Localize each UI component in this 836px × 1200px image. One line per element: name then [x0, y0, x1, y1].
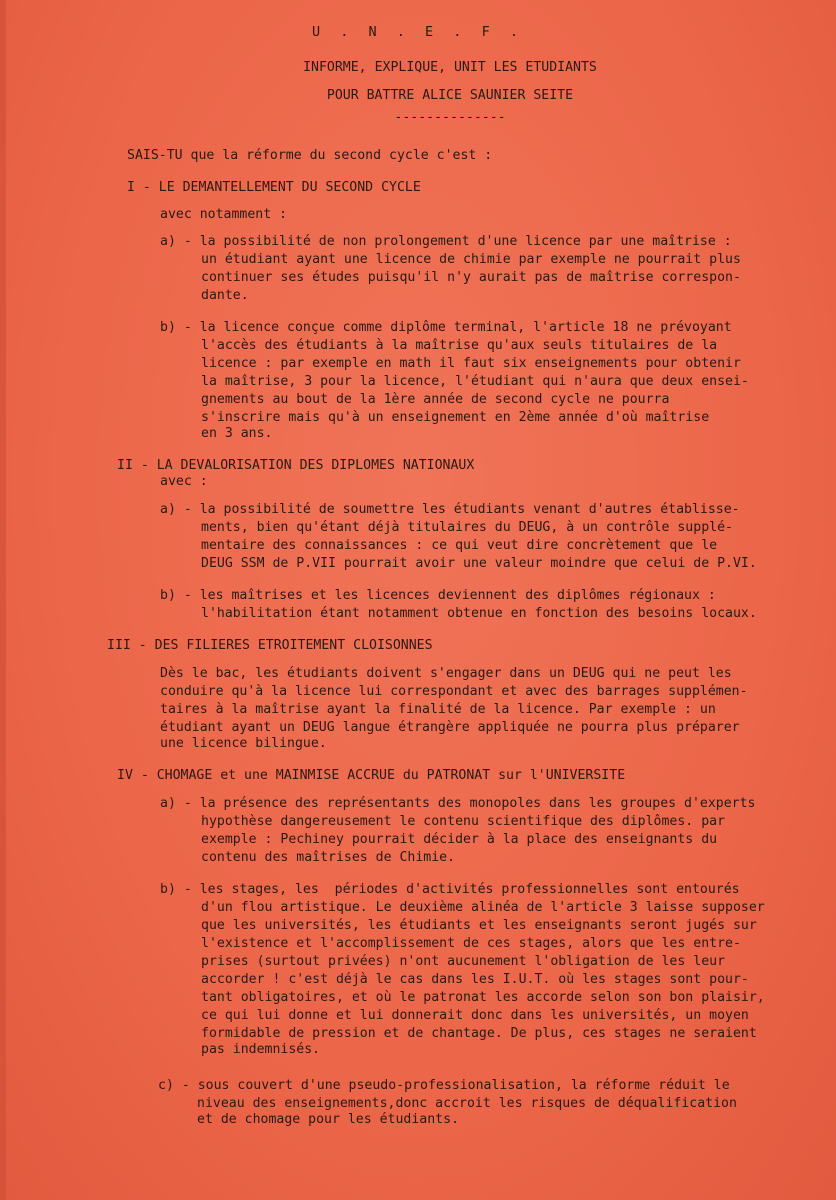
item-line: b) - les stages, les périodes d'activités professionnelles sont entourés	[160, 882, 740, 897]
item-line: DEUG SSM de P.VII pourrait avoir une valeur moindre que celui de P.VI.	[201, 556, 757, 571]
item-line: b) - la licence conçue comme diplôme terminal, l'article 18 ne prévoyant	[160, 320, 732, 335]
section-heading: III - DES FILIERES ETROITEMENT CLOISONNES	[107, 638, 433, 653]
item-line: en 3 ans.	[201, 426, 273, 441]
item-line: formidable de pression et de chantage. De plus, ces stages ne seraient	[201, 1026, 757, 1041]
item-line: a) - la possibilité de soumettre les étudiants venant d'autres établisse-	[160, 502, 740, 517]
item-line: prises (surtout privées) n'ont aucunement l'obligation de les leur	[201, 954, 726, 969]
intro-text: SAIS-TU que la réforme du second cycle c'est :	[127, 148, 493, 163]
item-line: l'habilitation étant notamment obtenue en fonction des besoins locaux.	[201, 606, 757, 621]
item-line: ments, bien qu'étant déjà titulaires du DEUG, à un contrôle supplé-	[201, 520, 733, 535]
item-line: a) - la présence des représentants des monopoles dans les groupes d'experts	[160, 796, 756, 811]
item-line: un étudiant ayant une licence de chimie par exemple ne pourrait plus	[201, 252, 741, 267]
paper-edge	[0, 0, 6, 1200]
item-line: continuer ses études puisqu'il n'y aurait pas de maîtrise correspon-	[201, 270, 741, 285]
section-heading: I - LE DEMANTELLEMENT DU SECOND CYCLE	[127, 180, 421, 195]
item-line: licence : par exemple en math il faut six enseignements pour obtenir	[201, 356, 741, 371]
item-line: exemple : Pechiney pourrait décider à la place des enseignants du	[201, 832, 718, 847]
item-line: niveau des enseignements,donc accroit les risques de déqualification	[197, 1096, 737, 1111]
item-line: a) - la possibilité de non prolongement d'une licence par une maîtrise :	[160, 234, 732, 249]
item-line: tant obligatoires, et où le patronat les accorde selon son bon plaisir,	[201, 990, 765, 1005]
item-line: l'existence et l'accomplissement de ces stages, alors que les entre-	[201, 936, 741, 951]
item-line: hypothèse dangereusement le contenu scientifique des diplômes. par	[201, 814, 726, 829]
item-line: la maîtrise, 3 pour la licence, l'étudiant qui n'aura que deux ensei-	[201, 374, 749, 389]
headline-line-1: INFORME, EXPLIQUE, UNIT LES ETUDIANTS	[303, 60, 597, 75]
paragraph-line: Dès le bac, les étudiants doivent s'engager dans un DEUG qui ne peut les	[160, 666, 732, 681]
item-line: gnements au bout de la 1ère année de second cycle ne pourra	[201, 392, 670, 407]
item-line: accorder ! c'est déjà le cas dans les I.U.T. où les stages sont pour-	[201, 972, 749, 987]
item-line: contenu des maîtrises de Chimie.	[201, 850, 456, 865]
org-title: U . N . E . F .	[312, 24, 524, 40]
item-line: d'un flou artistique. Le deuxième alinéa de l'article 3 laisse supposer	[201, 900, 765, 915]
item-line: l'accès des étudiants à la maîtrise qu'aux seuls titulaires de la	[201, 338, 718, 353]
section-sub: avec notamment :	[160, 207, 288, 222]
item-line: et de chomage pour les étudiants.	[197, 1112, 460, 1127]
item-line: pas indemnisés.	[201, 1042, 321, 1057]
headline-rule: --------------	[394, 110, 506, 125]
headline-line-2: POUR BATTRE ALICE SAUNIER SEITE	[326, 88, 574, 103]
item-line: dante.	[201, 288, 249, 303]
paragraph-line: une licence bilingue.	[160, 736, 327, 751]
item-line: s'inscrire mais qu'à un enseignement en 2ème année d'où maîtrise	[201, 410, 710, 425]
item-line: c) - sous couvert d'une pseudo-professionalisation, la réforme réduit le	[158, 1078, 730, 1093]
item-line: que les universités, les étudiants et les enseignants seront jugés sur	[201, 918, 757, 933]
item-line: ce qui lui donne et lui donnerait donc dans les universités, un moyen	[201, 1008, 749, 1023]
paragraph-line: conduire qu'à la licence lui correspondant et avec des barrages supplémen-	[160, 684, 748, 699]
item-line: b) - les maîtrises et les licences deviennent des diplômes régionaux :	[160, 588, 716, 603]
paragraph-line: étudiant ayant un DEUG langue étrangère appliquée ne pourra plus préparer	[160, 720, 740, 735]
item-line: mentaire des connaissances : ce qui veut dire concrètement que le	[201, 538, 718, 553]
section-heading: II - LA DEVALORISATION DES DIPLOMES NATIONAUX	[117, 458, 475, 473]
section-heading: IV - CHOMAGE et une MAINMISE ACCRUE du PATRONAT sur l'UNIVERSITE	[117, 768, 626, 783]
paragraph-line: taires à la maîtrise ayant la finalité de la licence. Par exemple : un	[160, 702, 716, 717]
section-sub: avec :	[160, 474, 208, 489]
